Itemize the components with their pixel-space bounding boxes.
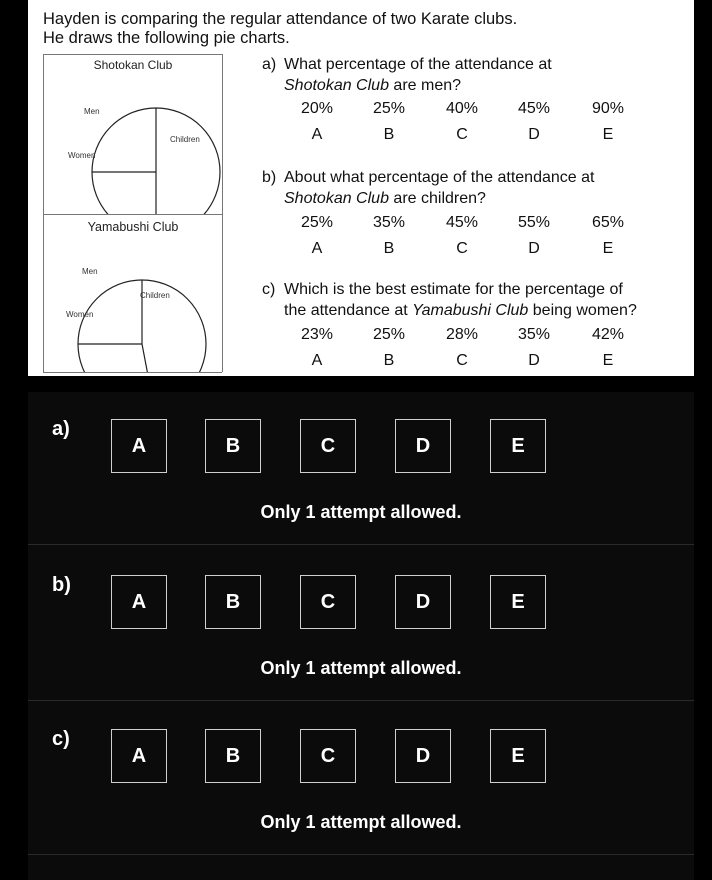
question-b-line1: About what percentage of the attendance at [284, 169, 595, 186]
question-c-option: 35% [517, 326, 551, 343]
answer-c-attempt-note: Only 1 attempt allowed. [260, 812, 462, 832]
answer-a-choice-b-button[interactable]: B [205, 419, 261, 473]
shotokan-chart-title: Shotokan Club [93, 58, 173, 72]
answer-c-choice-b-button[interactable]: B [205, 729, 261, 783]
answer-row-b-label: b) [52, 574, 71, 596]
question-panel [28, 0, 694, 376]
shotokan-pie [44, 54, 222, 214]
question-c-letter: C [456, 352, 468, 369]
question-c-letter: D [528, 352, 540, 369]
shotokan-chart [43, 54, 223, 214]
question-c-label: c) [262, 281, 276, 298]
answer-row-c [28, 702, 694, 855]
question-c-option: 42% [591, 326, 625, 343]
pie-slice-label-women: Women [68, 151, 96, 160]
question-b-line2: Shotokan Club are children? [284, 190, 486, 207]
question-a-letter: A [311, 126, 323, 143]
question-b-letter: C [456, 240, 468, 257]
answer-panel [28, 392, 694, 880]
pie-slice-label-women: Women [66, 310, 94, 319]
question-a-option: 25% [372, 100, 406, 117]
answer-row-b [28, 548, 694, 701]
question-a-letter: B [383, 126, 395, 143]
intro-line-2: He draws the following pie charts. [43, 29, 290, 47]
question-c-option: 28% [445, 326, 479, 343]
question-b-option: 45% [445, 214, 479, 231]
answer-b-choice-d-button[interactable]: D [395, 575, 451, 629]
answer-a-choice-e-button[interactable]: E [490, 419, 546, 473]
pie-slice-label-children: Children [140, 291, 170, 300]
answer-b-choice-e-button[interactable]: E [490, 575, 546, 629]
question-b-option: 65% [591, 214, 625, 231]
answer-b-attempt-note: Only 1 attempt allowed. [260, 658, 462, 678]
question-c-letter: E [602, 352, 614, 369]
answer-c-choice-e-button[interactable]: E [490, 729, 546, 783]
yamabushi-pie [44, 214, 222, 372]
question-a-letter: E [602, 126, 614, 143]
yamabushi-chart-title: Yamabushi Club [87, 220, 179, 234]
question-b-letter: A [311, 240, 323, 257]
question-a-option: 45% [517, 100, 551, 117]
pie-slice-label-men: Men [84, 107, 100, 116]
answer-b-choice-b-button[interactable]: B [205, 575, 261, 629]
answer-row-a-label: a) [52, 418, 70, 440]
answer-a-choice-d-button[interactable]: D [395, 419, 451, 473]
intro-line-1: Hayden is comparing the regular attendance of two Karate clubs. [43, 10, 518, 28]
answer-b-choice-a-button[interactable]: A [111, 575, 167, 629]
question-c-option: 25% [372, 326, 406, 343]
question-a-line2: Shotokan Club are men? [284, 77, 462, 94]
answer-c-choice-a-button[interactable]: A [111, 729, 167, 783]
question-b-label: b) [262, 169, 277, 186]
question-a-label: a) [262, 56, 277, 73]
question-a-letter: C [456, 126, 468, 143]
answer-row-a [28, 392, 694, 545]
question-a-option: 90% [591, 100, 625, 117]
question-b-option: 35% [372, 214, 406, 231]
question-b-letter: B [383, 240, 395, 257]
answer-a-attempt-note: Only 1 attempt allowed. [260, 502, 462, 522]
question-b-option: 25% [300, 214, 334, 231]
question-c-line2: the attendance at Yamabushi Club being women? [284, 302, 637, 319]
yamabushi-chart [43, 214, 223, 372]
answer-b-choice-c-button[interactable]: C [300, 575, 356, 629]
question-c-letter: A [311, 352, 323, 369]
question-a-option: 40% [445, 100, 479, 117]
answer-row-c-label: c) [52, 728, 70, 750]
answer-a-choice-c-button[interactable]: C [300, 419, 356, 473]
question-b-letter: E [602, 240, 614, 257]
question-c-option: 23% [300, 326, 334, 343]
answer-c-choice-d-button[interactable]: D [395, 729, 451, 783]
question-a-option: 20% [300, 100, 334, 117]
question-b-letter: D [528, 240, 540, 257]
question-a-line1: What percentage of the attendance at [284, 56, 552, 73]
answer-a-choice-a-button[interactable]: A [111, 419, 167, 473]
question-c-letter: B [383, 352, 395, 369]
question-a-letter: D [528, 126, 540, 143]
pie-slice-label-children: Children [170, 135, 200, 144]
question-c-line1: Which is the best estimate for the percentage of [284, 281, 623, 298]
answer-c-choice-c-button[interactable]: C [300, 729, 356, 783]
question-b-option: 55% [517, 214, 551, 231]
pie-slice-label-men: Men [82, 267, 98, 276]
